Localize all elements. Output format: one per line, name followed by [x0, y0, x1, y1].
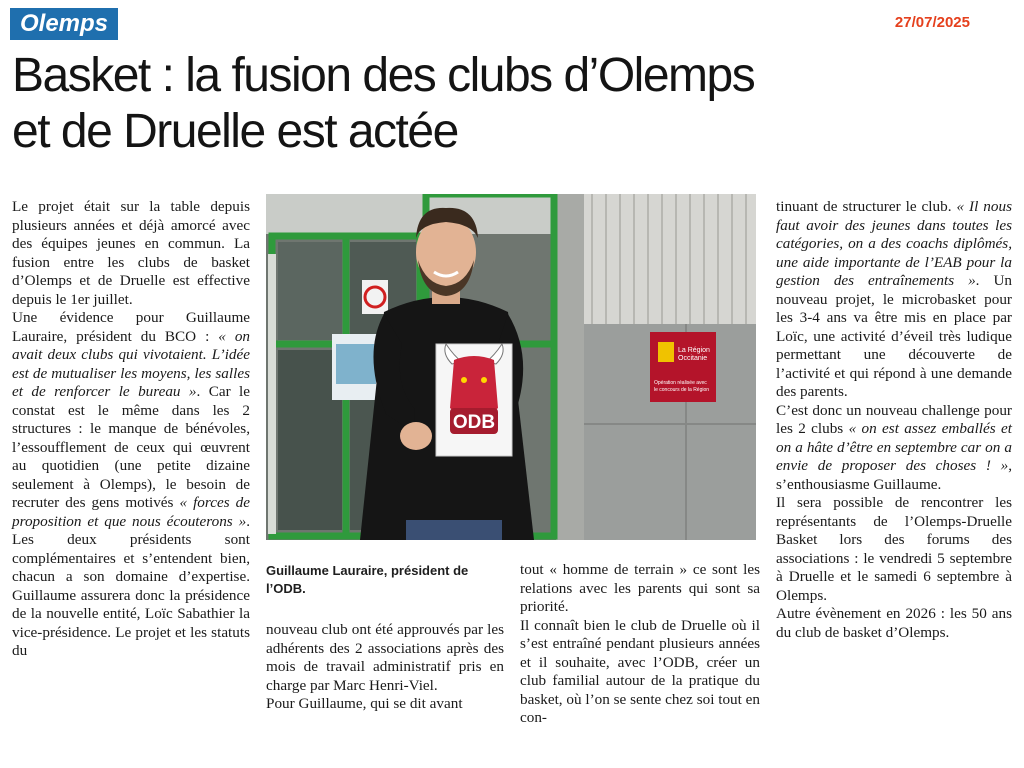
- article-column-4: [776, 198, 1012, 642]
- paragraph: tout « homme de terrain » ce sont les relations avec les parents qui sont sa priorité.: [520, 561, 760, 615]
- article-column-2: [266, 621, 504, 714]
- quote: « on avait deux clubs qui vivotaient. L’idée est de mutualiser les moyens, les salles et de renforcer le bureau »: [12, 327, 251, 400]
- odb-logo-text: ODB: [452, 412, 496, 433]
- quote: « forces de proposition et que nous écouterons »: [12, 494, 250, 530]
- sign-text-1: La Région: [678, 347, 710, 354]
- article-photo: [266, 194, 756, 540]
- paragraph: Pour Guillaume, qui se dit avant: [266, 695, 463, 712]
- sign-text-3: Opération réalisée avec: [654, 380, 707, 386]
- paragraph: Il sera possible de rencontrer les représentants de l’Olemps-Druelle Basket lors des forums des associations : le vendredi 5 septembre à Druelle et le samedi 6 septembre à Olemps.: [776, 494, 1012, 604]
- paragraph: Il connaît bien le club de Druelle où il s’est entraîné pendant plusieurs années et il souhaite, avec l’ODB, créer un club familial autour de la pratique du basket, où l’on se sente chez soi tout en con-: [520, 616, 760, 726]
- paragraph: Le projet était sur la table depuis plusieurs années et déjà amorcé avec des équipes jeunes en commun. La fusion entre les clubs de basket d’Olemps et de Druelle est effective depuis le 1er juillet.: [12, 198, 250, 308]
- section-tag: Olemps: [10, 8, 118, 40]
- quote: « on est assez emballés et on a hâte d’être en septembre car on a envie de proposer des choses ! »: [776, 420, 1012, 474]
- photo-illustration: [266, 194, 756, 540]
- photo-caption: Guillaume Lauraire, président de l’ODB.: [266, 563, 469, 596]
- sign-text-2: Occitanie: [678, 355, 708, 362]
- paragraph: Une évidence pour Guillaume Lauraire, président du BCO : « on avait deux clubs qui vivotaient. L’idée est de mutualiser les moyens, les salles et de renforcer le bureau ». Car le constat est le même dans les 2 structures : le manque de bénévoles, l’essoufflement de ceux qui œuvrent au quotidien (une petite dizaine seulement à Olemps), le besoin de recruter des gens motivés « forces de proposition et que nous écouterons ». Les deux présidents sont complémentaires et s’entendent bien, chacun a son domaine d’expertise. Guillaume assurera donc la présidence de la nouvelle entité, Loïc Sabathier la vice-présidence. Le projet et les statuts du: [12, 309, 251, 659]
- headline-line-2: et de Druelle est actée: [12, 105, 458, 158]
- quote: « Il nous faut avoir des jeunes dans toutes les catégories, on a des coachs diplômés, une aide importante de l’EAB pour la gestion des entraînements »: [776, 198, 1012, 289]
- headline: [12, 48, 1012, 160]
- article-column-1: [12, 198, 250, 661]
- publication-date: 27/07/2025: [894, 14, 970, 31]
- headline-line-1: Basket : la fusion des clubs d’Olemps: [12, 49, 755, 102]
- paragraph: Autre évènement en 2026 : les 50 ans du club de basket d’Olemps.: [776, 605, 1012, 641]
- paragraph: nouveau club ont été approuvés par les adhérents des 2 associations après des mois de travail administratif pris en charge par Marc Henri-Viel.: [266, 621, 504, 694]
- paragraph: tinuant de structurer le club. « Il nous faut avoir des jeunes dans toutes les catégories, on a des coachs diplômés, une aide importante de l’EAB pour la gestion des entraînements ». Un nouveau projet, le microbasket pour les 3-4 ans va être mis en place par Loïc, une activité d’éveil très ludique permettant une découverte de l’activité et qui répond à une demande des parents.: [776, 198, 1012, 400]
- sign-text-4: le concours de la Région: [654, 387, 710, 393]
- article-column-3: [520, 561, 760, 728]
- paragraph: C’est donc un nouveau challenge pour les 2 clubs « on est assez emballés et on a hâte d’être en septembre car on a envie de proposer des choses ! », s’enthousiasme Guillaume.: [776, 401, 1012, 493]
